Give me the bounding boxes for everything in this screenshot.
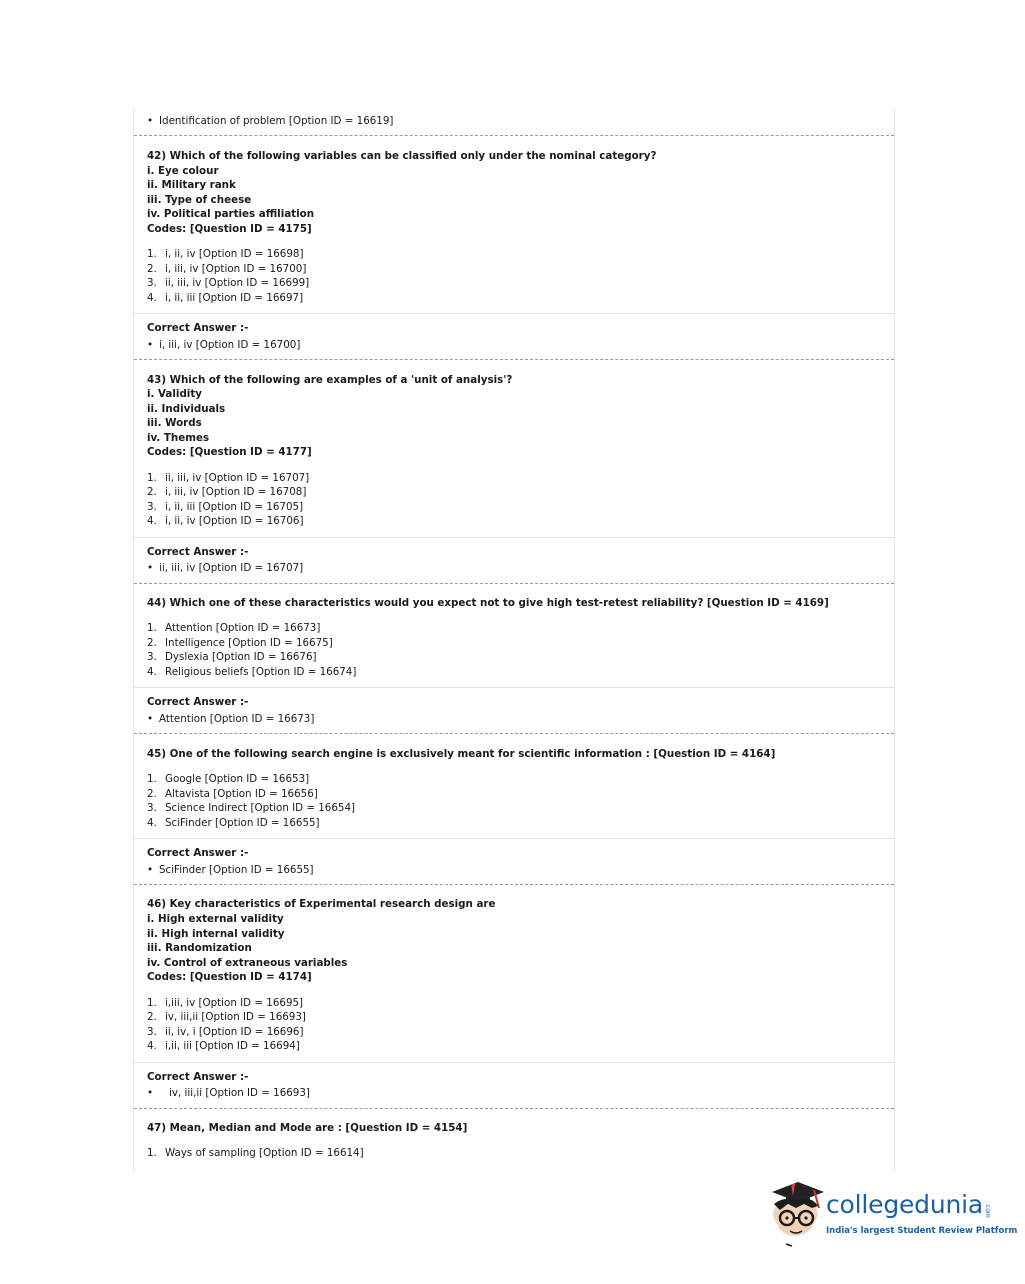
q42-correct-answer: • i, iii, iv [Option ID = 16700] — [147, 339, 301, 351]
q43-item: iii. Words — [147, 417, 202, 429]
divider — [134, 359, 894, 360]
q43-answer-label: Correct Answer :- — [147, 546, 249, 558]
q43-correct-answer: • ii, iii, iv [Option ID = 16707] — [147, 562, 304, 574]
q46-answer-label: Correct Answer :- — [147, 1071, 249, 1083]
question-46-title: 46) Key characteristics of Experimental research design are — [147, 898, 496, 910]
bullet: • — [147, 713, 154, 725]
q43-item: i. Validity — [147, 388, 202, 400]
q46-option: 1. i,iii, iv [Option ID = 16695] — [147, 997, 304, 1009]
divider — [134, 838, 894, 839]
q45-answer-label: Correct Answer :- — [147, 847, 249, 859]
divider — [134, 884, 894, 885]
q44-answer-label: Correct Answer :- — [147, 696, 249, 708]
q46-item: iii. Randomization — [147, 942, 252, 954]
divider — [134, 687, 894, 688]
brand-dotcom: .com — [984, 1203, 991, 1218]
bullet: • — [147, 562, 154, 574]
q43-option: 3. i, ii, iii [Option ID = 16705] — [147, 501, 304, 513]
question-paper-page — [133, 108, 895, 1172]
q42-answer-label: Correct Answer :- — [147, 322, 249, 334]
q45-option: 2. Altavista [Option ID = 16656] — [147, 788, 318, 800]
bullet: • — [147, 1087, 154, 1099]
bullet: • — [147, 864, 154, 876]
q46-option: 2. iv, iii,ii [Option ID = 16693] — [147, 1011, 306, 1023]
divider — [134, 135, 894, 136]
q47-option: 1. Ways of sampling [Option ID = 16614] — [147, 1147, 364, 1159]
q42-item: i. Eye colour — [147, 165, 219, 177]
q42-item: iv. Political parties affiliation — [147, 208, 315, 220]
previous-correct-answer: • Identification of problem [Option ID = 16619] — [147, 115, 394, 127]
q46-option: 4. i,ii, iii [Option ID = 16694] — [147, 1040, 300, 1052]
question-45-title: 45) One of the following search engine is exclusively meant for scientific information : [Question ID = 4164] — [147, 748, 776, 760]
q43-option: 2. i, iii, iv [Option ID = 16708] — [147, 486, 307, 498]
divider — [134, 733, 894, 734]
divider — [134, 583, 894, 584]
divider — [134, 1062, 894, 1063]
brand-name: collegedunia — [826, 1190, 983, 1219]
divider — [134, 1108, 894, 1109]
q44-option: 2. Intelligence [Option ID = 16675] — [147, 637, 333, 649]
question-47-title: 47) Mean, Median and Mode are : [Question ID = 4154] — [147, 1122, 468, 1134]
q45-option: 3. Science Indirect [Option ID = 16654] — [147, 802, 356, 814]
bullet: • — [147, 339, 154, 351]
q46-option: 3. ii, iv, i [Option ID = 16696] — [147, 1026, 304, 1038]
brand-tagline: India's largest Student Review Platform — [826, 1226, 1018, 1236]
q46-codes: Codes: [Question ID = 4174] — [147, 971, 312, 983]
q44-option: 1. Attention [Option ID = 16673] — [147, 622, 321, 634]
q42-option: 4. i, ii, iii [Option ID = 16697] — [147, 292, 304, 304]
q42-option: 2. i, iii, iv [Option ID = 16700] — [147, 263, 307, 275]
q44-option: 3. Dyslexia [Option ID = 16676] — [147, 651, 317, 663]
q46-correct-answer: • iv, iii,ii [Option ID = 16693] — [147, 1087, 310, 1099]
q42-option: 3. ii, iii, iv [Option ID = 16699] — [147, 277, 310, 289]
divider — [134, 537, 894, 538]
q42-item: ii. Military rank — [147, 179, 236, 191]
q44-option: 4. Religious beliefs [Option ID = 16674] — [147, 666, 357, 678]
q43-option: 4. i, ii, iv [Option ID = 16706] — [147, 515, 304, 527]
q45-option: 4. SciFinder [Option ID = 16655] — [147, 817, 320, 829]
question-43-title: 43) Which of the following are examples of a 'unit of analysis'? — [147, 374, 513, 386]
q43-item: iv. Themes — [147, 432, 210, 444]
question-44-title: 44) Which one of these characteristics would you expect not to give high test-retest reliability? [Question ID = 4169] — [147, 597, 829, 609]
q43-codes: Codes: [Question ID = 4177] — [147, 446, 312, 458]
q43-option: 1. ii, iii, iv [Option ID = 16707] — [147, 472, 310, 484]
q46-item: ii. High internal validity — [147, 928, 285, 940]
q45-correct-answer: • SciFinder [Option ID = 16655] — [147, 864, 314, 876]
q44-correct-answer: • Attention [Option ID = 16673] — [147, 713, 315, 725]
q45-option: 1. Google [Option ID = 16653] — [147, 773, 310, 785]
q46-item: i. High external validity — [147, 913, 284, 925]
divider — [134, 313, 894, 314]
q42-item: iii. Type of cheese — [147, 194, 252, 206]
q42-option: 1. i, ii, iv [Option ID = 16698] — [147, 248, 304, 260]
bullet: • — [147, 115, 154, 127]
q42-codes: Codes: [Question ID = 4175] — [147, 223, 312, 235]
q43-item: ii. Individuals — [147, 403, 226, 415]
q46-item: iv. Control of extraneous variables — [147, 957, 348, 969]
question-42-title: 42) Which of the following variables can be classified only under the nominal category? — [147, 150, 657, 162]
